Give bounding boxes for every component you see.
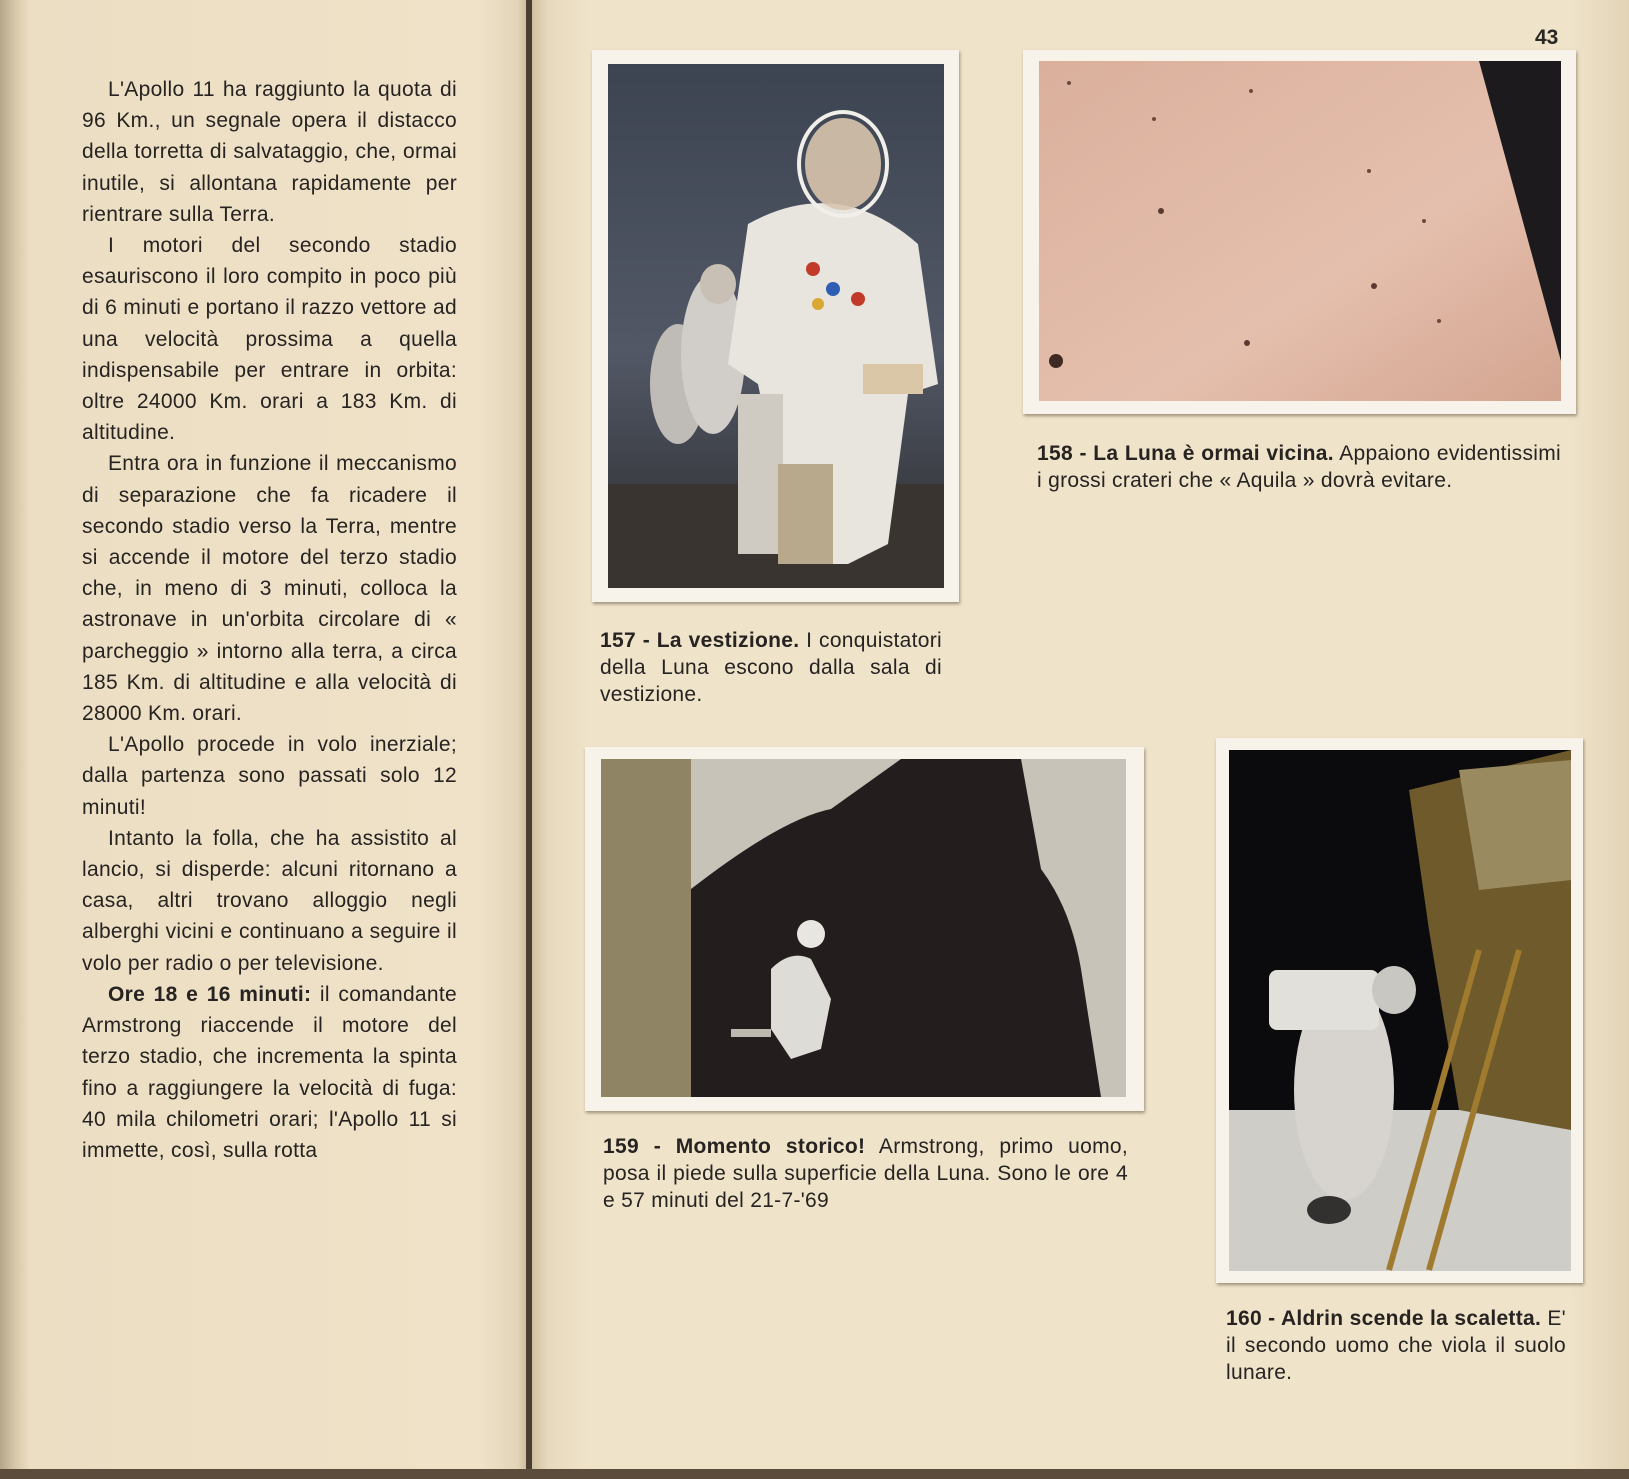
body-paragraph-3: Entra ora in funzione il meccanismo di separazione che fa ricadere il secondo stadio verso la Terra, mentre si accende il motore del terzo stadio che, in meno di 3 minuti, colloca la astronave in un'orbita circolare di « parcheggio » intorno alla terra, a circa 185 Km. di altitudine e alla velocità di 28000 Km. orari. xyxy=(82,452,457,726)
caption-159: 159 - Momento storico! Armstrong, primo uomo, posa il piede sulla superficie della Luna. Sono le ore 4 e 57 minuti del 21-7-'69 xyxy=(603,1135,1128,1212)
caption-159-text: Armstrong, primo uomo, posa il piede sulla superficie della Luna. Sono le ore 4 e 57 minuti del 21-7-'69 xyxy=(603,1135,1128,1212)
body-paragraph-6: Ore 18 e 16 minuti: il comandante Armstrong riaccende il motore del terzo stadio, che incrementa la spinta fino a raggiungere la velocità di fuga: 40 mila chilometri orari; l'Apollo 11 si immette, così, sulla rotta xyxy=(82,982,457,1162)
body-text xyxy=(82,74,457,1166)
sticker-card-157 xyxy=(592,50,959,602)
sticker-card-158 xyxy=(1023,50,1576,414)
photo-moon-surface xyxy=(1039,61,1561,401)
book-gutter xyxy=(526,0,532,1479)
caption-160-text: E' il secondo uomo che viola il suolo lunare. xyxy=(1226,1307,1566,1384)
caption-160-title: Aldrin scende la scaletta. xyxy=(1280,1307,1542,1330)
caption-157: 157 - La vestizione. I conquistatori della Luna escono dalla sala di vestizione. xyxy=(600,629,942,706)
caption-160-number: 160 xyxy=(1226,1307,1262,1330)
caption-157-title: La vestizione. xyxy=(656,629,800,652)
caption-158-title: La Luna è ormai vicina. xyxy=(1093,442,1334,465)
caption-157-number: 157 xyxy=(600,629,636,652)
caption-158-number: 158 xyxy=(1037,442,1073,465)
photo-historic-moment xyxy=(601,759,1126,1097)
caption-159-number: 159 xyxy=(603,1135,639,1158)
photo-astronauts-suited xyxy=(608,64,944,588)
page-number: 43 xyxy=(1535,26,1559,49)
sticker-card-160 xyxy=(1216,738,1583,1283)
caption-160: 160 - Aldrin scende la scaletta. E' il secondo uomo che viola il suolo lunare. xyxy=(1226,1307,1566,1384)
photo-aldrin-ladder xyxy=(1229,750,1571,1271)
page-edge xyxy=(0,1469,1629,1479)
body-paragraph-5: Intanto la folla, che ha assistito al lancio, si disperde: alcuni ritornano a casa, altri trovano alloggio negli alberghi vicini e continuano a seguire il volo per radio o per televisione. xyxy=(82,826,457,975)
caption-157-text: I conquistatori della Luna escono dalla sala di vestizione. xyxy=(600,629,942,706)
sticker-card-159 xyxy=(585,747,1144,1111)
body-paragraph-1: L'Apollo 11 ha raggiunto la quota di 96 Km., un segnale opera il distacco della torretta di salvataggio, che, ormai inutile, si allontana rapidamente per rientrare sulla Terra. xyxy=(82,78,457,226)
caption-159-title: Momento storico! xyxy=(675,1135,866,1158)
body-paragraph-4: L'Apollo procede in volo inerziale; dalla partenza sono passati solo 12 minuti! xyxy=(82,733,457,819)
caption-158-text: Appaiono evidentissimi i grossi crateri che « Aquila » dovrà evitare. xyxy=(1037,442,1562,492)
body-paragraph-2: I motori del secondo stadio esauriscono il loro compito in poco più di 6 minuti e portano il razzo vettore ad una velocità prossima a quella indispensabile per entrare in orbita: oltre 24000 Km. orari a 183 Km. di altitudine. xyxy=(82,234,457,445)
caption-158: 158 - La Luna è ormai vicina. Appaiono evidentissimi i grossi crateri che « Aquila » dovrà evitare. xyxy=(1037,442,1562,492)
